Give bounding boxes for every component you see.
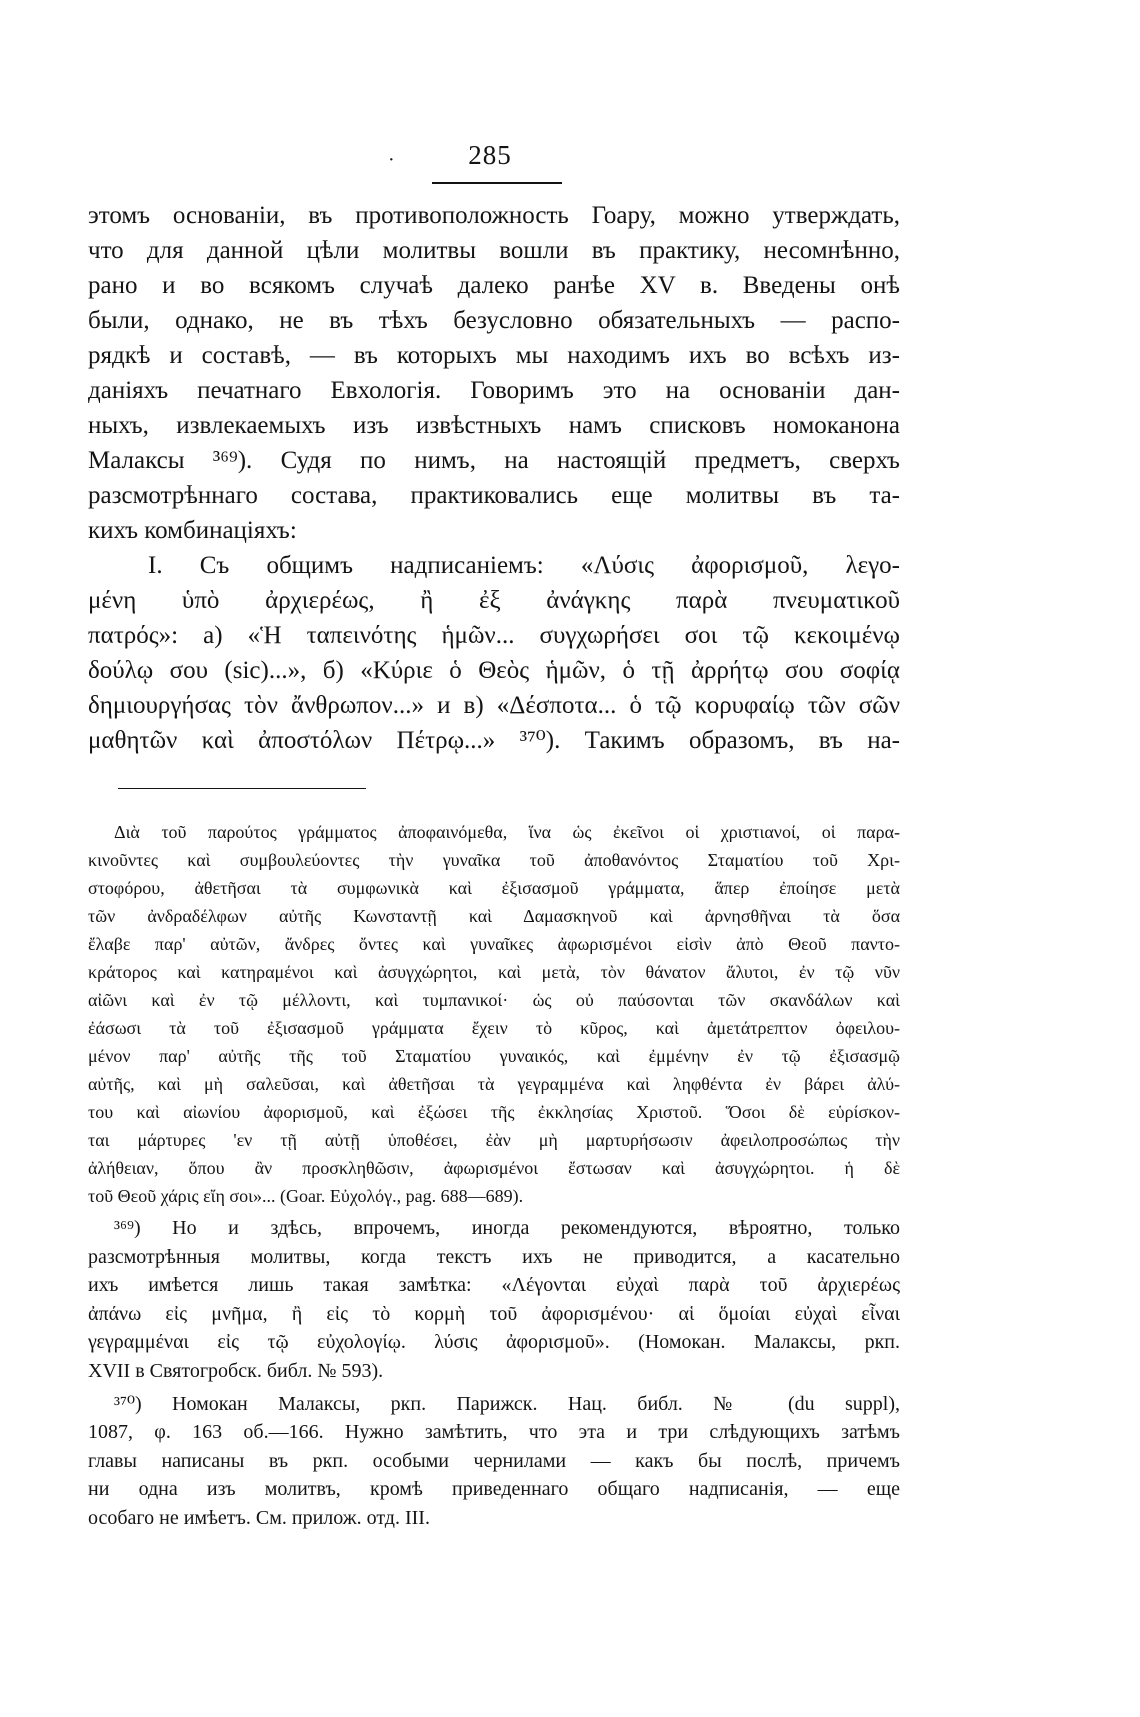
main-text-line: даніяхъ печатнаго Евхологія. Говоримъ это на основаніи дан- — [88, 377, 900, 404]
main-text-line: рядкѣ и составѣ, — въ которыхъ мы находимъ ихъ во всѣхъ из- — [88, 342, 900, 369]
main-text-line: δούλῳ σου (sic)...», б) «Κύριε ὁ Θεὸς ἡμῶν, ὁ τῇ ἀρρήτῳ σου σοφίᾳ — [88, 657, 900, 684]
footnotes — [88, 818, 900, 1537]
main-text-line: что для данной цѣли молитвы вошли въ практику, несомнѣнно, — [88, 237, 900, 264]
footnote-line: особаго не имѣетъ. См. прилож. отд. III. — [88, 1506, 430, 1529]
footnote-separator — [118, 788, 366, 789]
footnote-line: ³⁷⁰) Номокан Малаксы, ркп. Парижск. Нац. библ. № (du suppl), — [114, 1392, 900, 1415]
footnote-line: κινοῦντες καὶ συμβουλεύοντες τὴν γυναῖκα τοῦ ἀποθανόντος Σταματίου τοῦ Χρι- — [88, 850, 900, 870]
footnote-line: разсмотрѣнныя молитвы, когда текстъ ихъ не приводится, а касательно — [88, 1245, 900, 1268]
footnote-line: ни одна изъ молитвъ, кромѣ приведеннаго общаго надписанія, — еще — [88, 1478, 900, 1501]
footnote-line: XVII в Святогробск. библ. № 593). — [88, 1359, 384, 1382]
footnote-line: ἐάσωσι τὰ τοῦ ἐξισασμοῦ γράμματα ἔχειν τὸ κῦρος, καὶ ἀμετάτρεπτον ὀφειλου- — [88, 1018, 900, 1038]
main-text-line: рано и во всякомъ случаѣ далеко ранѣе XV в. Введены онѣ — [88, 272, 900, 299]
main-text-line: πατρός»: а) «Ἡ ταπεινότης ἡμῶν... συγχωρήσει σοι τῷ κεκοιμένῳ — [88, 622, 900, 649]
footnote-line: ται μάρτυρες 'εν τῇ αὐτῇ ὑποθέσει, ἐὰν μὴ μαρτυρήσωσιν ἀφειλοπροσώπως τὴν — [88, 1130, 900, 1150]
main-text-line: μένη ὑπὸ ἀρχιερέως, ἢ ἐξ ἀνάγκης παρὰ πνευματικοῦ — [88, 587, 900, 614]
header-rule — [432, 182, 562, 184]
footnote-370 — [88, 1390, 900, 1533]
footnote-line: κράτορος καὶ κατηραμένοι καὶ ἀσυγχώρητοι, καὶ μετὰ, τὸν θάνατον ἄλυτοι, ἐν τῷ νῦν — [88, 962, 900, 982]
footnote-line: ἀλήθειαν, ὅπου ἂν προσκληθῶσιν, ἀφωρισμένοι ἔστωσαν καὶ ἀσυγχώρητοι. ἡ δὲ — [88, 1158, 900, 1178]
main-text-line: Малаксы ³⁶⁹). Судя по нимъ, на настоящій предметъ, сверхъ — [88, 447, 900, 474]
footnote-line: τοῦ Θεοῦ χάρις εἴη σοι»... (Goar. Εὐχολόγ., pag. 688—689). — [88, 1186, 524, 1206]
footnote-line: Διὰ τοῦ παρούτος γράμματος ἀποφαινόμεθα, ἵνα ὡς ἐκεῖνοι οἱ χριστιανοί, οἱ παρα- — [114, 822, 900, 842]
header-dot: · — [388, 149, 395, 171]
main-text-line: кихъ комбинаціяхъ: — [88, 517, 297, 544]
main-text — [88, 198, 900, 758]
footnote-line: τῶν ἀνδραδέλφων αὐτῆς Κωνσταντῇ καὶ Δαμασκηνοῦ καὶ ἀρνησθῆναι τὰ ὅσα — [88, 906, 900, 926]
footnote-line: 1087, φ. 163 об.—166. Нужно замѣтить, что эта и три слѣдующихъ затѣмъ — [88, 1421, 900, 1444]
main-text-line: этомъ основаніи, въ противоположность Гоару, можно утверждать, — [88, 202, 900, 229]
footnote-line: ἀπάνω εἰς μνῆμα, ἢ εἰς τὸ κορμὴ τοῦ ἀφορισμένου· αἱ ὅμοίαι εὐχαὶ εἶναι — [88, 1302, 900, 1325]
main-text-line: были, однако, не въ тѣхъ безусловно обязательныхъ — распо- — [88, 307, 900, 334]
main-text-line: δημιουργήσας τὸν ἄνθρωπον...» и в) «Δέσποτα... ὁ τῷ κορυφαίῳ τῶν σῶν — [88, 692, 900, 719]
footnote-line: αὐτῆς, καὶ μὴ σαλεῦσαι, καὶ ἀθετῆσαι τὰ γεγραμμένα καὶ ληφθέντα ἐν βάρει ἀλύ- — [88, 1074, 900, 1094]
footnote-line: γεγραμμέναι εἰς τῷ εὐχολογίῳ. λύσις ἀφορισμοῦ». (Номокан. Малаксы, ркп. — [88, 1331, 900, 1354]
footnote-line: ихъ имѣется лишь такая замѣтка: «Λέγονται εὐχαὶ παρὰ τοῦ ἀρχιερέως — [88, 1274, 900, 1297]
footnote-line: μένον παρ' αὐτῆς τῆς τοῦ Σταματίου γυναικός, καὶ ἐμμένην ἐν τῷ ἐξισασμῷ — [88, 1046, 900, 1066]
main-text-line: I. Съ общимъ надписаніемъ: «Λύσις ἀφορισμοῦ, λεγο- — [148, 552, 900, 579]
footnote-line: του καὶ αἰωνίου ἀφορισμοῦ, καὶ ἐξώσει τῆς ἐκκλησίας Χριστοῦ. Ὅσοι δὲ εὑρίσκον- — [88, 1102, 900, 1122]
footnote-line: ἔλαβε παρ' αὐτῶν, ἄνδρες ὄντες καὶ γυναῖκες ἀφωρισμένοι εἰσὶν ἀπὸ Θεοῦ παντο- — [88, 934, 900, 954]
page-number: 285 — [468, 140, 512, 170]
footnote-line: αἰῶνι καὶ ἐν τῷ μέλλοντι, καὶ τυμπανικοί· ὡς οὐ παύσονται τῶν σκανδάλων καὶ — [88, 990, 900, 1010]
footnote-greek-continuation — [88, 818, 900, 1210]
main-text-line: ныхъ, извлекаемыхъ изъ извѣстныхъ намъ списковъ номоканона — [88, 412, 900, 439]
footnote-line: στοφόρου, ἀθετῆσαι τὰ συμφωνικὰ καὶ ἐξισασμοῦ γράμματα, ἅπερ ἐποίησε μετὰ — [88, 878, 900, 898]
main-text-line: разсмотрѣннаго состава, практиковались еще молитвы въ та- — [88, 482, 900, 509]
footnote-369 — [88, 1214, 900, 1386]
main-text-line: μαθητῶν καὶ ἀποστόλων Πέτρῳ...» ³⁷⁰). Такимъ образомъ, въ на- — [88, 727, 900, 754]
footnote-line: ³⁶⁹) Но и здѣсь, впрочемъ, иногда рекомендуются, вѣроятно, только — [114, 1217, 900, 1239]
footnote-line: главы написаны въ ркп. особыми чернилами — какъ бы послѣ, причемъ — [88, 1449, 900, 1472]
